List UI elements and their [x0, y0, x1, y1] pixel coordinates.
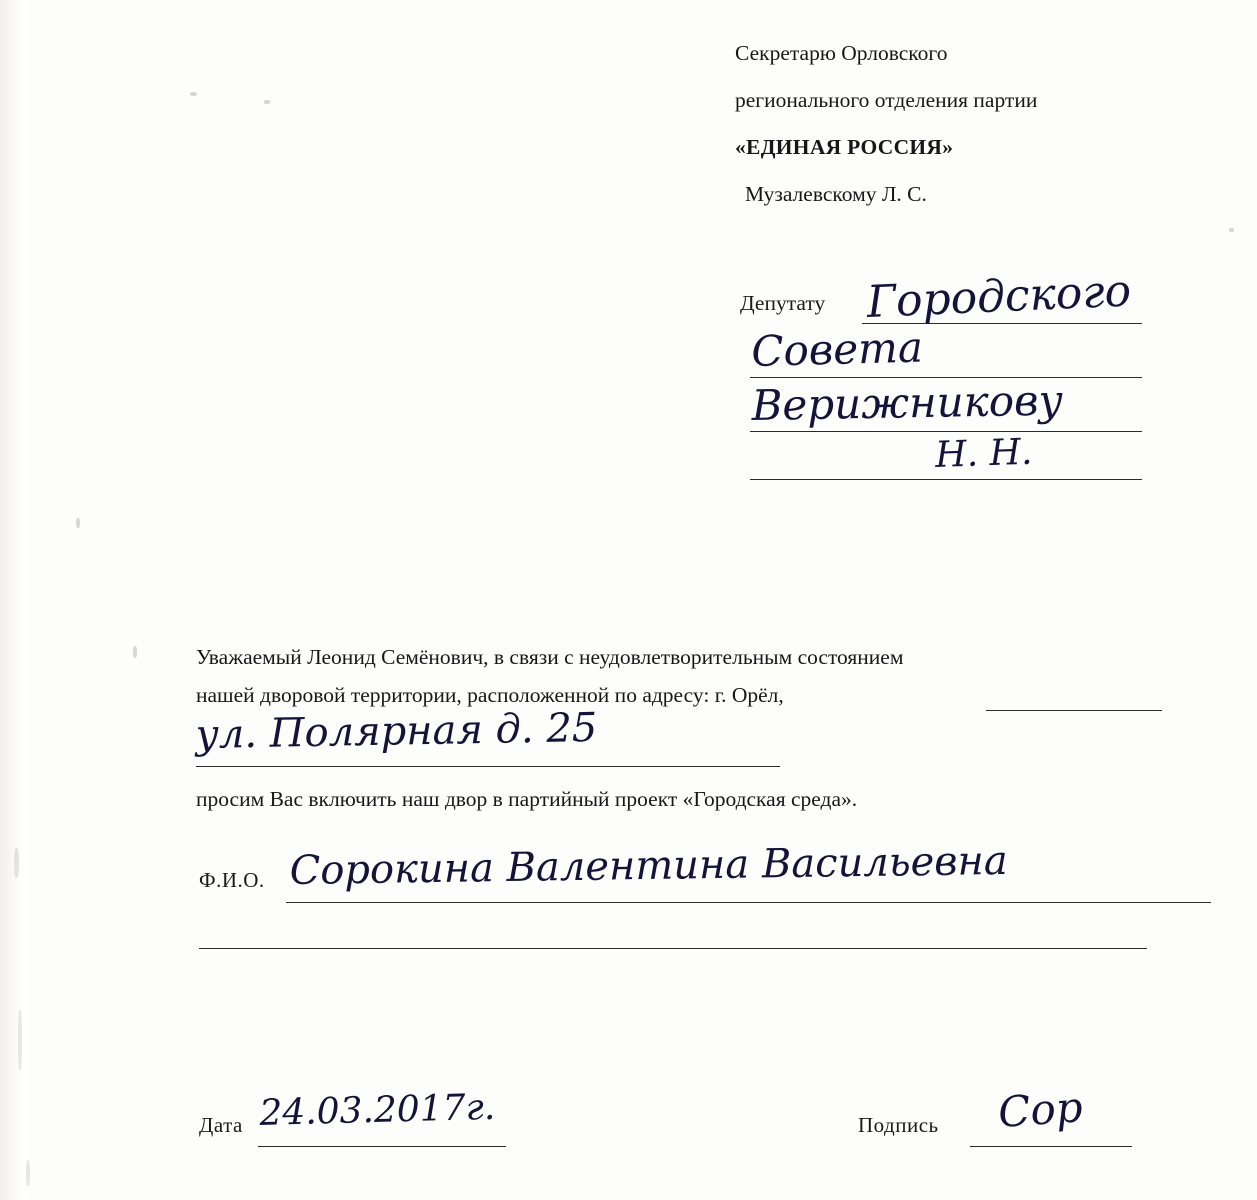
scan-speck	[18, 1010, 22, 1070]
addressee-line-4: Музалевскому Л. С.	[745, 182, 927, 206]
deputy-rule-3	[750, 431, 1142, 432]
scan-speck	[190, 92, 197, 96]
date-rule	[258, 1146, 506, 1147]
address-rule-tail	[986, 710, 1162, 711]
date-handwritten-value: 24.03.2017г.	[258, 1086, 496, 1134]
addressee-line-1: Секретарю Орловского	[735, 41, 948, 65]
body-paragraph-2: просим Вас включить наш двор в партийный проект «Городская среда».	[196, 787, 858, 811]
fio-label: Ф.И.О.	[199, 868, 265, 892]
deputy-rule-4	[750, 479, 1142, 480]
body-paragraph-1	[196, 638, 1156, 714]
body-paragraph-1-line-1: Уважаемый Леонид Семёнович, в связи с неудовлетворительным состоянием	[196, 645, 904, 669]
fio-handwritten-value: Сорокина Валентина Васильевна	[289, 837, 1009, 894]
addressee-line-2: регионального отделения партии	[735, 88, 1038, 112]
fio-rule-1	[286, 902, 1211, 903]
deputy-label: Депутату	[740, 291, 826, 315]
date-label: Дата	[199, 1113, 243, 1137]
scan-speck	[1229, 228, 1234, 232]
deputy-handwriting-line-1: Городского	[865, 265, 1133, 328]
scan-edge-artifact	[0, 0, 26, 1200]
handwritten-address: ул. Полярная д. 25	[195, 704, 598, 758]
scan-speck	[14, 848, 19, 878]
signature-handwritten-value: Сор	[996, 1082, 1085, 1137]
body-paragraph-1-line-2: нашей дворовой территории, расположенной по адресу: г. Орёл,	[196, 683, 784, 707]
address-rule	[196, 766, 780, 767]
signature-rule	[970, 1146, 1132, 1147]
scan-speck	[133, 646, 137, 658]
deputy-handwriting-line-2: Совета	[750, 322, 924, 376]
scan-speck	[26, 1160, 30, 1186]
fio-rule-2	[199, 948, 1147, 949]
signature-label: Подпись	[858, 1113, 939, 1137]
deputy-handwriting-line-3: Верижникову	[751, 375, 1064, 430]
scan-speck	[264, 100, 270, 104]
addressee-block	[735, 30, 1205, 218]
addressee-party-name: «ЕДИНАЯ РОССИЯ»	[735, 135, 954, 159]
deputy-handwriting-line-4: Н. Н.	[934, 431, 1034, 476]
scan-speck	[76, 518, 80, 528]
